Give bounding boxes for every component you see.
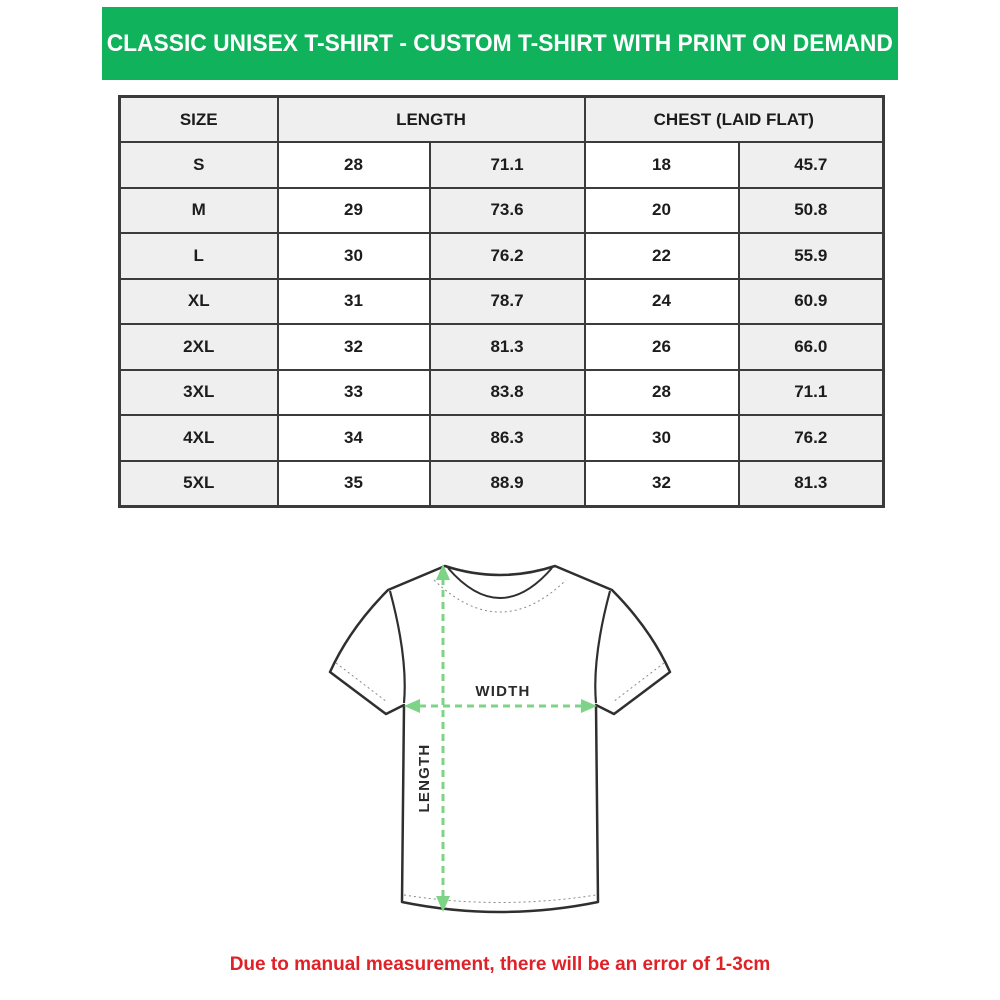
cell-length_in: 28 (278, 142, 430, 188)
cell-chest_in: 20 (585, 188, 739, 234)
cell-length_in: 34 (278, 415, 430, 461)
cell-length_cm: 81.3 (430, 324, 585, 370)
table-row (120, 324, 884, 370)
cell-chest_in: 28 (585, 370, 739, 416)
cell-chest_cm: 45.7 (739, 142, 884, 188)
cell-chest_in: 30 (585, 415, 739, 461)
cell-length_cm: 76.2 (430, 233, 585, 279)
cell-length_in: 32 (278, 324, 430, 370)
cell-length_in: 29 (278, 188, 430, 234)
size-table-body (120, 142, 884, 506)
tshirt-diagram (320, 550, 680, 940)
header-size: SIZE (120, 97, 278, 143)
cell-size: L (120, 233, 278, 279)
table-row (120, 370, 884, 416)
cell-length_in: 35 (278, 461, 430, 507)
cell-size: 5XL (120, 461, 278, 507)
table-row (120, 279, 884, 325)
cell-size: XL (120, 279, 278, 325)
cell-length_cm: 78.7 (430, 279, 585, 325)
cell-chest_cm: 60.9 (739, 279, 884, 325)
cell-size: 3XL (120, 370, 278, 416)
header-length: LENGTH (278, 97, 585, 143)
cell-chest_in: 18 (585, 142, 739, 188)
cell-length_cm: 73.6 (430, 188, 585, 234)
title-banner (102, 7, 898, 80)
cell-chest_cm: 50.8 (739, 188, 884, 234)
cell-chest_cm: 81.3 (739, 461, 884, 507)
cell-chest_in: 24 (585, 279, 739, 325)
cell-chest_cm: 66.0 (739, 324, 884, 370)
cell-length_in: 30 (278, 233, 430, 279)
cell-chest_cm: 55.9 (739, 233, 884, 279)
cell-length_cm: 71.1 (430, 142, 585, 188)
cell-size: S (120, 142, 278, 188)
size-table (118, 95, 885, 508)
cell-length_in: 33 (278, 370, 430, 416)
cell-size: 4XL (120, 415, 278, 461)
header-chest: CHEST (LAID FLAT) (585, 97, 884, 143)
cell-chest_in: 22 (585, 233, 739, 279)
width-label: WIDTH (475, 683, 531, 700)
cell-length_cm: 88.9 (430, 461, 585, 507)
cell-length_cm: 86.3 (430, 415, 585, 461)
cell-chest_cm: 76.2 (739, 415, 884, 461)
cell-chest_in: 26 (585, 324, 739, 370)
cell-size: 2XL (120, 324, 278, 370)
cell-length_in: 31 (278, 279, 430, 325)
table-row (120, 461, 884, 507)
measurement-error-note: Due to manual measurement, there will be an error of 1-3cm (229, 954, 771, 975)
table-row (120, 142, 884, 188)
length-label: LENGTH (416, 743, 433, 813)
cell-length_cm: 83.8 (430, 370, 585, 416)
page-title: CLASSIC UNISEX T-SHIRT - CUSTOM T-SHIRT WITH PRINT ON DEMAND (106, 29, 894, 57)
table-row (120, 233, 884, 279)
table-row (120, 188, 884, 234)
cell-chest_in: 32 (585, 461, 739, 507)
cell-chest_cm: 71.1 (739, 370, 884, 416)
table-row (120, 415, 884, 461)
tshirt-outline (330, 566, 670, 912)
cell-size: M (120, 188, 278, 234)
table-header-row (120, 97, 884, 143)
